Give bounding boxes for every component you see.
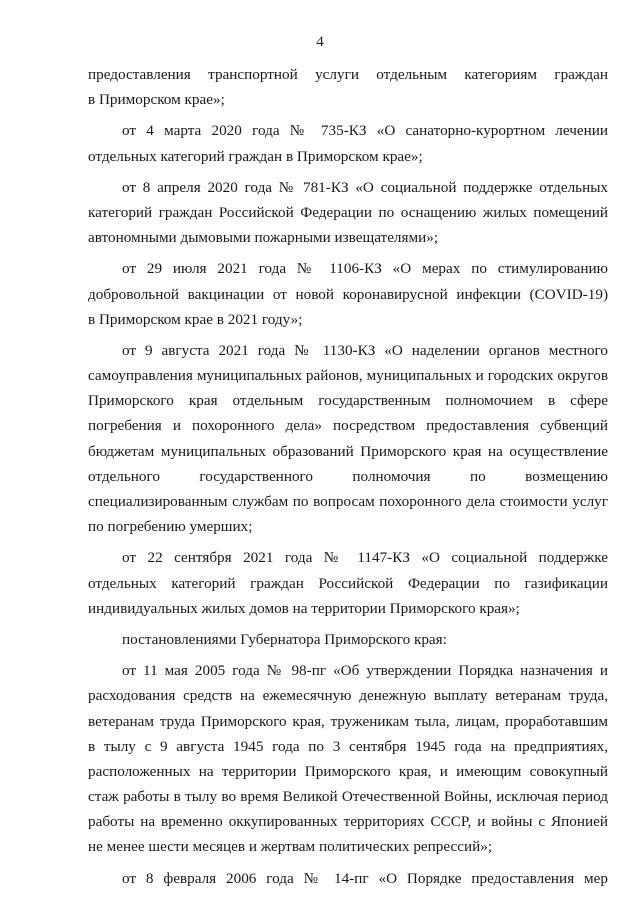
paragraph: [88, 627, 608, 652]
text-line: предоставления транспортной услуги отдельным категориям граждан: [88, 66, 608, 83]
text-line: бюджетам муниципальных образований Приморского края на осуществление: [88, 442, 608, 460]
text-line: ветеранам труда Приморского края, труженикам тыла, лицам, проработавшим: [88, 712, 608, 730]
text-line: от 29 июля 2021 года № 1106-КЗ «О мерах по стимулированию: [122, 260, 608, 278]
text-line: специализированным службам по вопросам похоронного дела стоимости услуг: [88, 493, 608, 510]
paragraph: [88, 658, 608, 860]
paragraph: [88, 866, 608, 891]
text-line: от 11 мая 2005 года № 98-пг «Об утверждении Порядка назначения и: [122, 662, 608, 680]
text-line: по погребению умерших;: [88, 518, 253, 536]
text-line: работы на временно оккупированных территориях СССР, и войны с Японией: [88, 813, 608, 831]
text-line: добровольной вакцинации от новой коронавирусной инфекции (COVID-19): [88, 285, 608, 303]
text-line: в тылу с 9 августа 1945 года по 3 сентября 1945 года на предприятиях,: [88, 737, 608, 755]
text-line: постановлениями Губернатора Приморского края:: [122, 630, 447, 648]
paragraph: [88, 118, 608, 168]
paragraph: [88, 545, 608, 621]
text-line: в Приморском крае»;: [88, 91, 225, 109]
paragraph: [88, 256, 608, 332]
text-line: категорий граждан Российской Федерации по оснащению жилых помещений: [88, 203, 608, 221]
paragraph: [88, 175, 608, 251]
paragraph: [88, 62, 608, 112]
text-line: стаж работы в тылу во время Великой Отечественной Войны, исключая период: [88, 788, 608, 806]
text-line: индивидуальных жилых домов на территории Приморского края»;: [88, 599, 520, 617]
text-line: в Приморском крае в 2021 году»;: [88, 310, 303, 328]
paragraph: [88, 338, 608, 540]
text-line: от 8 февраля 2006 года № 14-пг «О Порядке предоставления мер: [122, 869, 608, 887]
text-line: от 4 марта 2020 года № 735-КЗ «О санаторно-курортном лечении: [122, 122, 608, 140]
text-line: расходования средств на ежемесячную денежную выплату ветеранам труда,: [88, 687, 608, 705]
document-body: [88, 62, 608, 891]
text-line: автономными дымовыми пожарными извещателями»;: [88, 229, 439, 247]
text-line: отдельных категорий граждан в Приморском крае»;: [88, 147, 423, 165]
text-line: от 9 августа 2021 года № 1130-КЗ «О наделении органов местного: [122, 341, 608, 359]
text-line: Приморского края отдельным государственным полномочием в сфере: [88, 392, 608, 410]
text-line: погребения и похоронного дела» посредством предоставления субвенций: [88, 417, 608, 435]
text-line: от 22 сентября 2021 года № 1147-КЗ «О социальной поддержке: [122, 549, 608, 567]
text-line: не менее шести месяцев и жертвам политических репрессий»;: [88, 838, 493, 856]
text-line: отдельных категорий граждан Российской Федерации по газификации: [88, 574, 608, 592]
text-line: от 8 апреля 2020 года № 781-КЗ «О социальной поддержке отдельных: [122, 178, 608, 196]
text-line: отдельного государственного полномочия по возмещению: [88, 467, 608, 485]
text-line: расположенных на территории Приморского края, и имеющим совокупный: [88, 762, 608, 780]
page-number: 4: [316, 34, 324, 50]
text-line: самоуправления муниципальных районов, муниципальных и городских округов: [88, 367, 608, 385]
